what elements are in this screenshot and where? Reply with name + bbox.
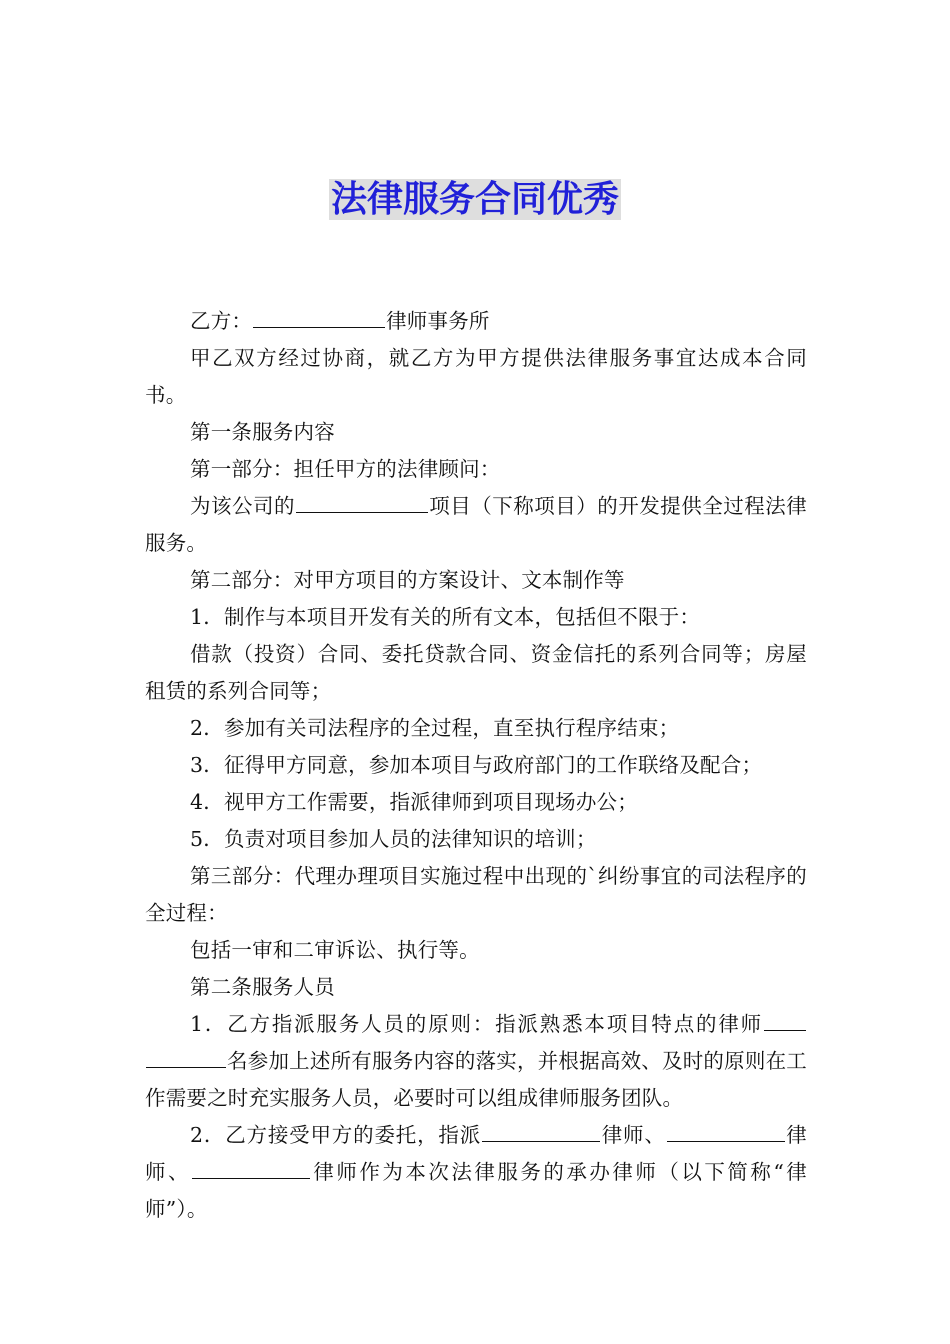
project-text-b: 项目（下称项目）的开发提供全过程法律服务。 [145,494,807,555]
project-text-a: 为该公司的 [190,494,295,518]
assigned-text-b: 律师、 [601,1123,666,1147]
law-firm-suffix: 律师事务所 [386,309,490,333]
lawyer-name-blank-2 [667,1121,785,1143]
assigned-text-d: 律师作为本次法律服务的承办律师（以下简称“律师”）。 [145,1160,807,1221]
part-3-heading: 第三部分：代理办理项目实施过程中出现的`纠纷事宜的司法程序的全过程： [145,864,807,925]
part-1-heading: 第一部分：担任甲方的法律顾问： [190,457,501,481]
item-5: 5．负责对项目参加人员的法律知识的培训； [190,827,597,851]
item-2: 2．参加有关司法程序的全过程，直至执行程序结束； [190,716,680,740]
document-title [0,176,950,224]
item-3: 3．征得甲方同意，参加本项目与政府部门的工作联络及配合； [190,753,763,777]
article-1-heading: 第一条服务内容 [190,420,335,444]
lawyer-name-blank-1 [482,1121,600,1143]
assigned-lawyers-paragraph [145,1117,807,1228]
article-2-heading: 第二条服务人员 [190,975,335,999]
preamble-paragraph: 甲乙双方经过协商，就乙方为甲方提供法律服务事宜达成本合同书。 [145,346,807,407]
contract-types-paragraph: 借款（投资）合同、委托贷款合同、资金信托的系列合同等；房屋租赁的系列合同等； [145,642,807,703]
lawyer-name-blank-3 [192,1158,310,1180]
lawyer-count-blank-b [146,1047,226,1069]
party-b-blank [253,307,385,329]
party-b-label: 乙方： [190,309,253,333]
part-2-heading: 第二部分：对甲方项目的方案设计、文本制作等 [190,568,625,592]
staffing-text-a: 1．乙方指派服务人员的原则：指派熟悉本项目特点的律师 [190,1012,763,1036]
assigned-text-a: 2．乙方接受甲方的委托，指派 [190,1123,482,1147]
staffing-text-b: 名参加上述所有服务内容的落实，并根据高效、及时的原则在工作需要之时充实服务人员，必要时可以组成律师服务团队。 [145,1049,807,1110]
item-4: 4．视甲方工作需要，指派律师到项目现场办公； [190,790,638,814]
assigned-text-c: 律师、 [145,1123,807,1184]
party-b-line [145,303,807,340]
staffing-principle-paragraph [145,1006,807,1117]
project-paragraph [145,488,807,562]
item-1: 1．制作与本项目开发有关的所有文本，包括但不限于： [190,605,701,629]
document-title-text: 法律服务合同优秀 [330,179,619,220]
litigation-paragraph: 包括一审和二审诉讼、执行等。 [190,938,480,962]
lawyer-count-blank-a [764,1010,806,1032]
contract-body [145,303,807,1228]
project-name-blank [296,492,428,514]
